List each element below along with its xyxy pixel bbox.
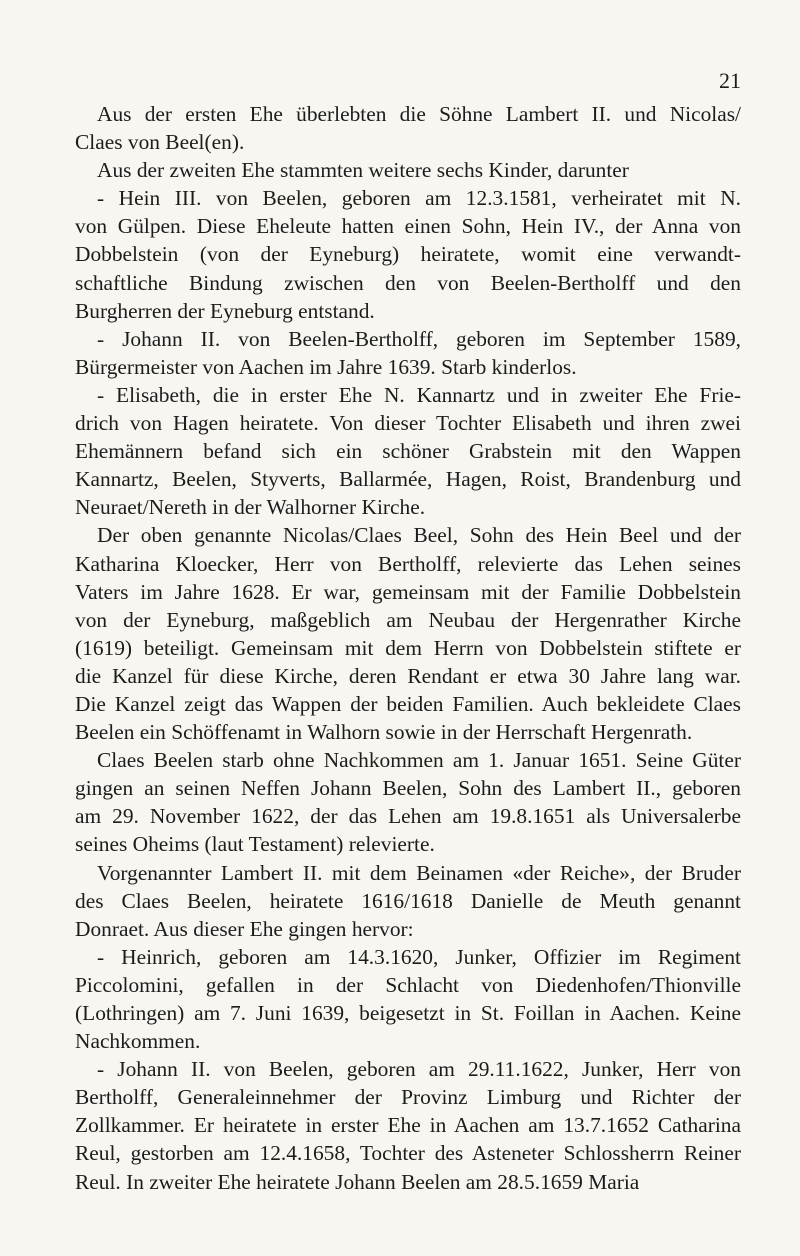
text-line: Claes von Beel(en).: [75, 130, 245, 155]
text-line: Neuraet/Nereth in der Walhorner Kirche.: [75, 495, 426, 520]
paragraph: [75, 325, 741, 381]
page-number: 21: [719, 68, 741, 93]
text-line: von der Eyneburg, maßgeblich am Neubau der Hergenrather Kirche: [75, 607, 741, 632]
text-line: Katharina Kloecker, Herr von Bertholff, relevierte das Lehen seines: [75, 551, 741, 576]
text-line: - Heinrich, geboren am 14.3.1620, Junker, Offizier im Regiment: [97, 944, 741, 969]
text-line: Bertholff, Generaleinnehmer der Provinz Limburg und Richter der: [75, 1085, 741, 1110]
text-line: Dobbelstein (von der Eyneburg) heiratete, womit eine verwandt-: [75, 242, 741, 267]
text-line: Aus der zweiten Ehe stammten weitere sechs Kinder, darunter: [97, 158, 629, 183]
text-line: schaftliche Bindung zwischen den von Beelen-Bertholff und den: [75, 270, 741, 295]
paragraph: [75, 156, 741, 184]
text-line: - Hein III. von Beelen, geboren am 12.3.1581, verheiratet mit N.: [97, 186, 741, 211]
text-line: Kannartz, Beelen, Styverts, Ballarmée, Hagen, Roist, Brandenburg und: [75, 467, 741, 492]
body-text: [75, 100, 741, 1196]
text-line: Burgherren der Eyneburg entstand.: [75, 298, 375, 323]
text-line: Reul, gestorben am 12.4.1658, Tochter des Asteneter Schlossherrn Reiner: [75, 1141, 741, 1166]
text-line: Bürgermeister von Aachen im Jahre 1639. Starb kinderlos.: [75, 354, 577, 379]
paragraph: [75, 184, 741, 324]
text-line: am 29. November 1622, der das Lehen am 19.8.1651 als Universalerbe: [75, 804, 741, 829]
text-line: Die Kanzel zeigt das Wappen der beiden Familien. Auch bekleidete Claes: [75, 691, 741, 716]
text-line: (1619) beteiligt. Gemeinsam mit dem Herrn von Dobbelstein stiftete er: [75, 635, 741, 660]
paragraph: [75, 859, 741, 943]
text-line: (Lothringen) am 7. Juni 1639, beigesetzt in St. Foillan in Aachen. Keine: [75, 1001, 741, 1025]
text-line: Vorgenannter Lambert II. mit dem Beinamen «der Reiche», der Bruder: [97, 860, 741, 885]
text-line: - Johann II. von Beelen, geboren am 29.11.1622, Junker, Herr von: [97, 1057, 741, 1082]
text-line: des Claes Beelen, heiratete 1616/1618 Danielle de Meuth genannt: [75, 888, 741, 913]
text-line: Piccolomini, gefallen in der Schlacht von Diedenhofen/Thionville: [75, 972, 741, 997]
text-line: Aus der ersten Ehe überlebten die Söhne Lambert II. und Nicolas/: [97, 102, 741, 126]
paragraph: [75, 746, 741, 858]
paragraph: [75, 943, 741, 1055]
paragraph: [75, 1055, 741, 1195]
text-line: - Johann II. von Beelen-Bertholff, geboren im September 1589,: [97, 326, 741, 351]
text-line: drich von Hagen heiratete. Von dieser Tochter Elisabeth und ihren zwei: [75, 411, 741, 436]
paragraph: [75, 381, 741, 521]
text-line: Reul. In zweiter Ehe heiratete Johann Beelen am 28.5.1659 Maria: [75, 1169, 640, 1194]
text-line: Nachkommen.: [75, 1029, 201, 1054]
paragraph: [75, 100, 741, 156]
text-line: Donraet. Aus dieser Ehe gingen hervor:: [75, 916, 414, 941]
text-line: die Kanzel für diese Kirche, deren Rendant er etwa 30 Jahre lang war.: [75, 663, 741, 688]
text-line: - Elisabeth, die in erster Ehe N. Kannartz und in zweiter Ehe Frie-: [97, 382, 741, 407]
paragraph: [75, 521, 741, 746]
text-line: gingen an seinen Neffen Johann Beelen, Sohn des Lambert II., geboren: [75, 776, 741, 801]
text-line: Claes Beelen starb ohne Nachkommen am 1. Januar 1651. Seine Güter: [97, 748, 741, 773]
text-line: Beelen ein Schöffenamt in Walhorn sowie in der Herrschaft Hergenrath.: [75, 720, 693, 745]
text-line: Zollkammer. Er heiratete in erster Ehe in Aachen am 13.7.1652 Catharina: [75, 1113, 741, 1138]
text-line: seines Oheims (laut Testament) relevierte.: [75, 832, 435, 857]
text-line: Vaters im Jahre 1628. Er war, gemeinsam mit der Familie Dobbelstein: [75, 579, 741, 604]
text-line: Der oben genannte Nicolas/Claes Beel, Sohn des Hein Beel und der: [97, 523, 741, 548]
text-line: Ehemännern befand sich ein schöner Grabstein mit den Wappen: [75, 439, 741, 464]
text-line: von Gülpen. Diese Eheleute hatten einen Sohn, Hein IV., der Anna von: [75, 214, 741, 239]
